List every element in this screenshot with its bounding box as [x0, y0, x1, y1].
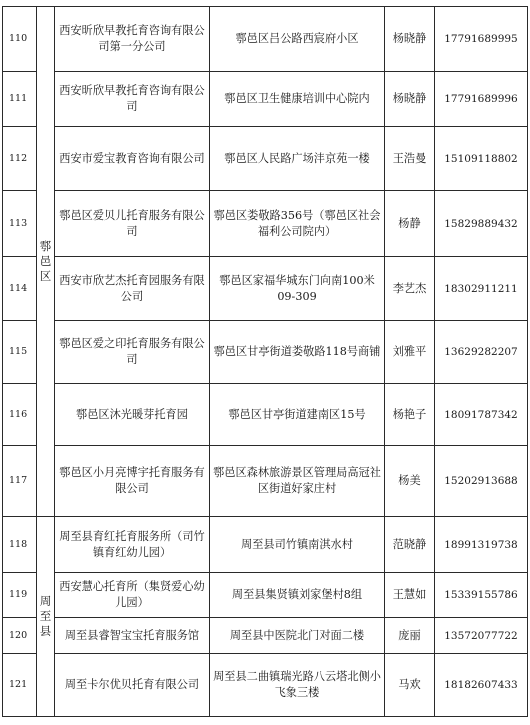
- row-number: 121: [3, 654, 37, 717]
- contact-phone: 18991319738: [435, 517, 528, 573]
- contact-phone: 18302911211: [435, 257, 528, 321]
- contact-phone: 17791689996: [435, 72, 528, 127]
- contact-person: 马欢: [385, 654, 435, 717]
- institution-name: 西安市欣艺杰托育园服务有限公司: [55, 257, 210, 321]
- institution-address: 周至县二曲镇瑞光路八云塔北侧小飞象三楼: [210, 654, 385, 717]
- district-cell: [37, 7, 55, 517]
- institution-name: 周至县育红托育服务所（司竹镇育红幼儿园）: [55, 517, 210, 573]
- institution-address: 鄠邑区家福华城东门向南100米09-309: [210, 257, 385, 321]
- table-row: [3, 618, 528, 654]
- institution-address: 周至县中医院北门对面二楼: [210, 618, 385, 654]
- institution-address: 鄠邑区娄敬路356号（鄠邑区社会福利公司院内）: [210, 191, 385, 257]
- institution-address: 鄠邑区吕公路西宸府小区: [210, 7, 385, 72]
- contact-person: 王慧如: [385, 573, 435, 618]
- contact-person: 杨艳子: [385, 384, 435, 446]
- row-number: 115: [3, 321, 37, 384]
- table-row: [3, 7, 528, 72]
- institution-address: 周至县集贤镇刘家堡村8组: [210, 573, 385, 618]
- contact-phone: 15202913688: [435, 446, 528, 517]
- row-number: 110: [3, 7, 37, 72]
- childcare-institution-table: [2, 6, 528, 717]
- contact-phone: 15829889432: [435, 191, 528, 257]
- table-row: [3, 517, 528, 573]
- row-number: 112: [3, 127, 37, 191]
- contact-person: 刘雅平: [385, 321, 435, 384]
- contact-phone: 18091787342: [435, 384, 528, 446]
- institution-address: 鄠邑区甘亭街道娄敬路118号商铺: [210, 321, 385, 384]
- contact-person: 庞丽: [385, 618, 435, 654]
- table-row: [3, 446, 528, 517]
- institution-name: 西安市爱宝教育咨询有限公司: [55, 127, 210, 191]
- table-row: [3, 127, 528, 191]
- district-name: 周 至 县: [39, 593, 52, 638]
- row-number: 118: [3, 517, 37, 573]
- institution-name: 鄠邑区爱之印托育服务有限公司: [55, 321, 210, 384]
- institution-name: 鄠邑区小月亮博宇托育服务有限公司: [55, 446, 210, 517]
- contact-person: 杨静: [385, 191, 435, 257]
- contact-person: 李艺杰: [385, 257, 435, 321]
- institution-name: 周至县睿智宝宝托育服务馆: [55, 618, 210, 654]
- contact-phone: 15339155786: [435, 573, 528, 618]
- contact-phone: 13572077722: [435, 618, 528, 654]
- row-number: 116: [3, 384, 37, 446]
- table-row: [3, 321, 528, 384]
- institution-name: 西安慧心托育所（集贤爱心幼儿园）: [55, 573, 210, 618]
- row-number: 120: [3, 618, 37, 654]
- row-number: 119: [3, 573, 37, 618]
- district-cell: [37, 517, 55, 717]
- institution-name: 周至卡尔优贝托育有限公司: [55, 654, 210, 717]
- contact-person: 王浩曼: [385, 127, 435, 191]
- contact-phone: 15109118802: [435, 127, 528, 191]
- row-number: 113: [3, 191, 37, 257]
- table-row: [3, 654, 528, 717]
- contact-phone: 13629282207: [435, 321, 528, 384]
- contact-person: 范晓静: [385, 517, 435, 573]
- institution-address: 鄠邑区甘亭街道建南区15号: [210, 384, 385, 446]
- row-number: 117: [3, 446, 37, 517]
- row-number: 114: [3, 257, 37, 321]
- district-name: 鄠 邑 区: [39, 238, 52, 283]
- table-row: [3, 257, 528, 321]
- table-row: [3, 72, 528, 127]
- institution-address: 周至县司竹镇南淇水村: [210, 517, 385, 573]
- table-row: [3, 573, 528, 618]
- institution-address: 鄠邑区卫生健康培训中心院内: [210, 72, 385, 127]
- contact-phone: 17791689995: [435, 7, 528, 72]
- row-number: 111: [3, 72, 37, 127]
- institution-name: 鄠邑区沐光暖芽托育园: [55, 384, 210, 446]
- institution-name: 西安昕欣早教托育咨询有限公司第一分公司: [55, 7, 210, 72]
- table-row: [3, 191, 528, 257]
- contact-phone: 18182607433: [435, 654, 528, 717]
- contact-person: 杨晓静: [385, 7, 435, 72]
- table-row: [3, 384, 528, 446]
- institution-address: 鄠邑区森林旅游景区管理局高冠社区街道好家庄村: [210, 446, 385, 517]
- contact-person: 杨美: [385, 446, 435, 517]
- institution-name: 西安昕欣早教托育咨询有限公司: [55, 72, 210, 127]
- institution-name: 鄠邑区爱贝儿托育服务有限公司: [55, 191, 210, 257]
- institution-address: 鄠邑区人民路广场沣京苑一楼: [210, 127, 385, 191]
- contact-person: 杨晓静: [385, 72, 435, 127]
